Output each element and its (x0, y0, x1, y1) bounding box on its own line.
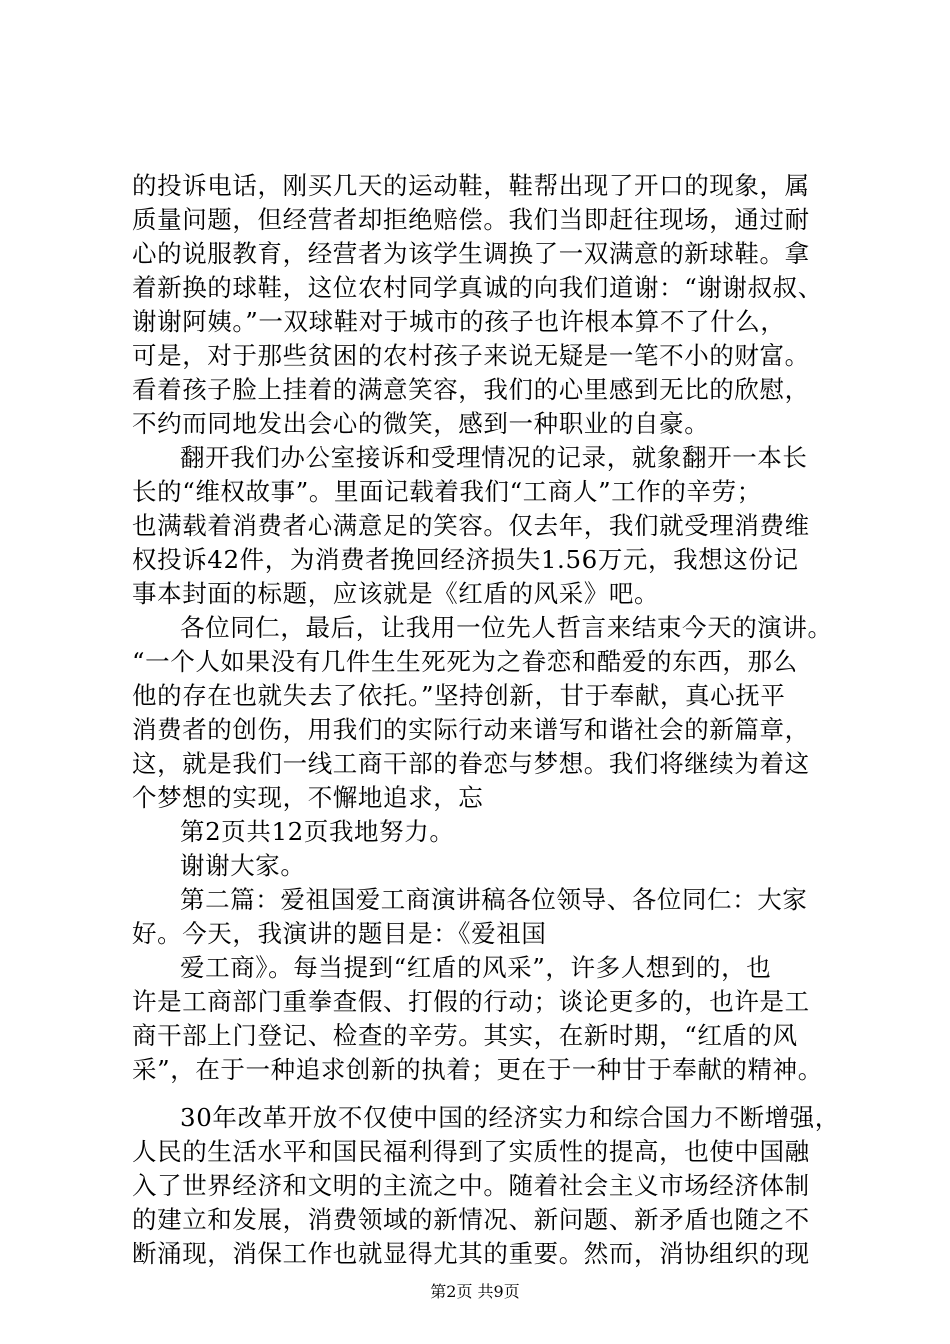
text-line: 事本封面的标题，应该就是《红盾的风采》吧。 (132, 579, 660, 608)
text-line: “一个人如果没有几件生生死死为之眷恋和酷爱的东西，那么 (132, 647, 798, 676)
text-line: 不约而同地发出会心的微笑，感到一种职业的自豪。 (132, 409, 710, 438)
text-line: 的建立和发展，消费领域的新情况、新问题、新矛盾也随之不 (132, 1205, 810, 1234)
text-line: 爱工商》。每当提到“红盾的风采”，许多人想到的，也 (180, 953, 772, 982)
text-line: 他的存在也就失去了依托。”坚持创新，甘于奉献，真心抚平 (132, 681, 786, 710)
text-line: 第二篇：爱祖国爱工商演讲稿各位领导、各位同仁：大家 (180, 885, 808, 914)
text-line: 心的说服教育，经营者为该学生调换了一双满意的新球鞋。拿 (132, 239, 810, 268)
text-line: 也满载着消费者心满意足的笑容。仅去年，我们就受理消费维 (132, 511, 810, 540)
text-line: 各位同仁，最后，让我用一位先人哲言来结束今天的演讲。 (180, 613, 833, 642)
text-line: 30年改革开放不仅使中国的经济实力和综合国力不断增强， (180, 1103, 840, 1132)
text-line: 这，就是我们一线工商干部的眷恋与梦想。我们将继续为着这 (132, 749, 810, 778)
text-line: 人民的生活水平和国民福利得到了实质性的提高，也使中国融 (132, 1137, 810, 1166)
text-line: 可是，对于那些贫困的农村孩子来说无疑是一笔不小的财富。 (132, 341, 810, 370)
text-line: 好。今天，我演讲的题目是：《爱祖国 (132, 919, 547, 948)
text-line: 着新换的球鞋，这位农村同学真诚的向我们道谢：“谢谢叔叔、 (132, 273, 823, 302)
text-line: 的投诉电话，刚买几天的运动鞋，鞋帮出现了开口的现象，属 (132, 171, 810, 200)
text-line: 长的“维权故事”。里面记载着我们“工商人”工作的辛劳； (132, 477, 762, 506)
text-line: 第2页共12页我地努力。 (180, 817, 455, 846)
text-line: 个梦想的实现，不懈地追求，忘 (132, 783, 484, 812)
text-line: 许是工商部门重拳查假、打假的行动；谈论更多的，也许是工 (132, 987, 810, 1016)
text-line: 谢谢阿姨。”一双球鞋对于城市的孩子也许根本算不了什么， (132, 307, 786, 336)
text-line: 采”，在于一种追求创新的执着；更在于一种甘于奉献的精神。 (132, 1055, 823, 1084)
text-line: 消费者的创伤，用我们的实际行动来谱写和谐社会的新篇章， (132, 715, 810, 744)
text-line: 翻开我们办公室接诉和受理情况的记录，就象翻开一本长 (180, 443, 808, 472)
page-number-footer: 第2页 共9页 (430, 1282, 520, 1301)
text-line: 看着孩子脸上挂着的满意笑容，我们的心里感到无比的欣慰， (132, 375, 810, 404)
text-line: 断涌现，消保工作也就显得尤其的重要。然而，消协组织的现 (132, 1239, 810, 1268)
text-line: 商干部上门登记、检查的辛劳。其实，在新时期，“红盾的风 (132, 1021, 798, 1050)
text-line: 谢谢大家。 (180, 851, 306, 880)
text-line: 质量问题，但经营者却拒绝赔偿。我们当即赶往现场，通过耐 (132, 205, 810, 234)
text-line: 入了世界经济和文明的主流之中。随着社会主义市场经济体制 (132, 1171, 810, 1200)
text-line: 权投诉42件，为消费者挽回经济损失1.56万元，我想这份记 (132, 545, 799, 574)
